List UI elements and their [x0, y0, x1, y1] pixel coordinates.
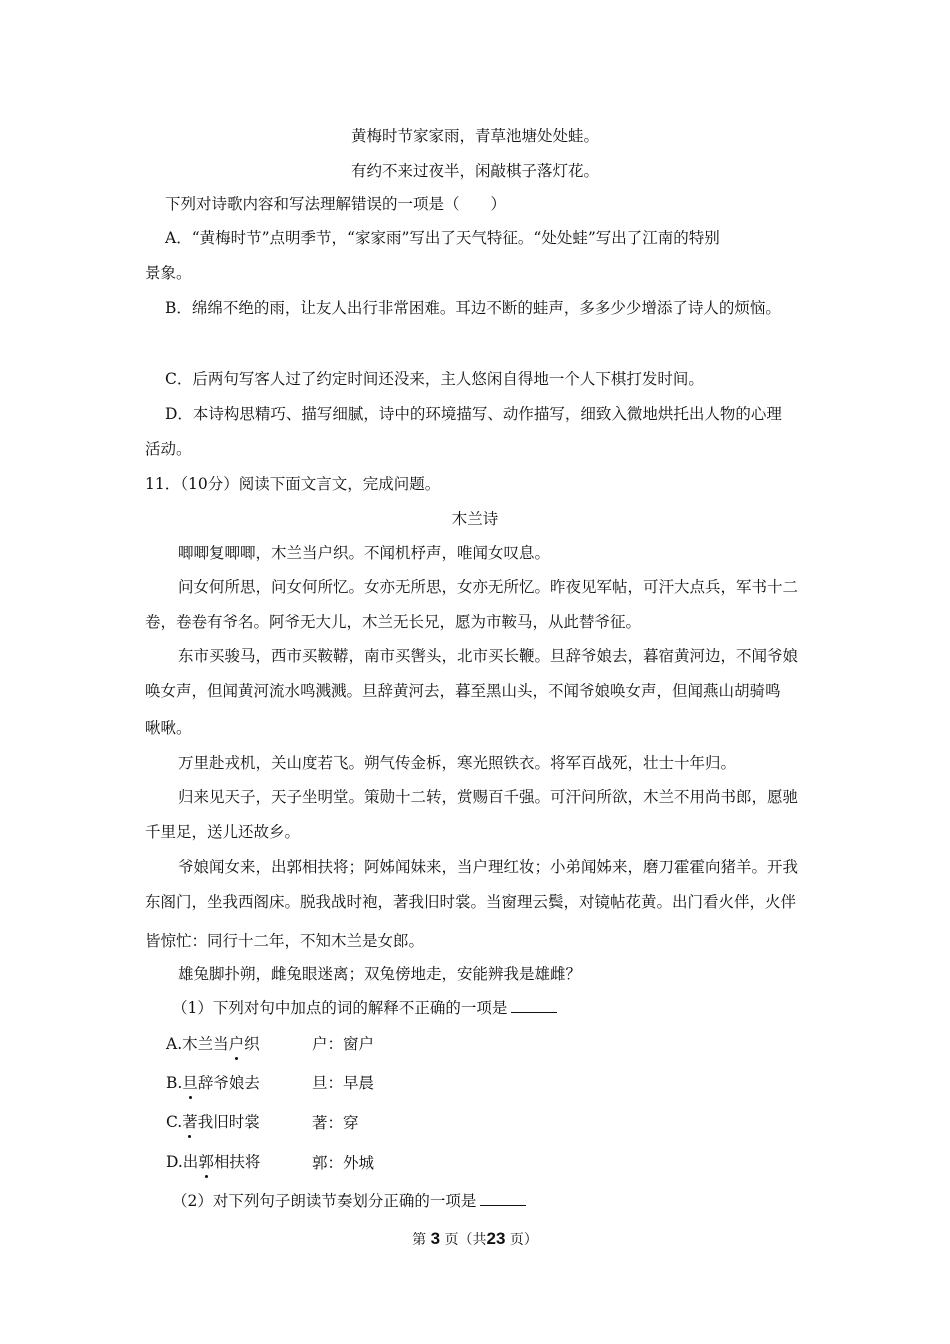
passage-para-2-cont: 卷，卷卷有爷名。阿爷无大儿，木兰无长兄，愿为市鞍马，从此替爷征。 — [145, 613, 642, 631]
current-page-number: 3 — [430, 1229, 441, 1248]
sub-question-2-text: （2）对下列句子朗读节奏划分正确的一项是 — [172, 1192, 477, 1210]
passage-para-6-cont: 东阁门，坐我西阁床。脱我战时袍，著我旧时裳。当窗理云鬓，对镜帖花黄。出门看火伴，火伴 — [145, 893, 797, 911]
q11-stem: 11．（10分）阅读下面文言文，完成问题。 — [145, 475, 441, 493]
q10-stem: 下列对诗歌内容和写法理解错误的一项是（ ） — [165, 195, 507, 213]
passage-para-3: 东市买骏马，西市买鞍鞯，南市买辔头，北市买长鞭。旦辞爷娘去，暮宿黄河边，不闻爷娘 — [178, 647, 799, 665]
passage-para-3-cont: 唤女声，但闻黄河流水鸣溅溅。旦辞黄河去，暮至黑山头，不闻爷娘唤女声，但闻燕山胡骑鸣 — [145, 682, 781, 700]
option-c-explanation: 著：穿 — [312, 1114, 359, 1132]
option-a-dotted-word: 户 — [228, 1035, 245, 1053]
q10-option-b: B．绵绵不绝的雨，让友人出行非常困难。耳边不断的蛙声，多多少少增添了诗人的烦恼。 — [165, 299, 781, 317]
poem-line-3: 黄梅时节家家雨，青草池塘处处蛙。 — [350, 127, 599, 145]
q10-option-d: D．本诗构思精巧、描写细腻，诗中的环境描写、动作描写，细致入微地烘托出人物的心理 — [165, 405, 782, 423]
passage-para-7: 雄兔脚扑朔，雌兔眼迷离；双兔傍地走，安能辨我是雄雌？ — [178, 965, 582, 983]
passage-para-6-end: 皆惊忙：同行十二年，不知木兰是女郎。 — [145, 932, 425, 950]
sub-question-2 — [172, 1191, 526, 1211]
option-d-dotted-word: 郭 — [198, 1153, 214, 1171]
page-footer — [0, 1229, 950, 1249]
option-d-text-pre: D.出 — [166, 1153, 199, 1171]
option-d-explanation: 郭：外城 — [312, 1154, 375, 1172]
footer-pre: 第 — [412, 1232, 427, 1248]
option-a-explanation: 户：窗户 — [312, 1035, 375, 1053]
option-b-dotted-word: 旦 — [182, 1074, 198, 1092]
passage-title: 木兰诗 — [451, 510, 499, 528]
total-page-count: 23 — [486, 1229, 506, 1248]
option-d — [166, 1152, 260, 1172]
option-b-explanation: 旦：早晨 — [312, 1074, 375, 1092]
footer-post: 页） — [509, 1232, 538, 1248]
option-b-text-pre: B. — [166, 1074, 183, 1092]
option-a — [166, 1034, 260, 1054]
option-c-text-post: 我旧时裳 — [197, 1113, 260, 1131]
footer-mid: 页（共 — [444, 1232, 487, 1248]
q10-option-a: A．“黄梅时节”点明季节，“家家雨”写出了天气特征。“处处蛙”写出了江南的特别 — [165, 229, 720, 247]
passage-para-2: 问女何所思，问女何所忆。女亦无所思，女亦无所忆。昨夜见军帖，可汗大点兵，军书十二 — [178, 578, 799, 596]
option-b — [166, 1073, 260, 1093]
option-c — [166, 1112, 260, 1132]
q10-option-c: C．后两句写客人过了约定时间还没来，主人悠闲自得地一个人下棋打发时间。 — [165, 370, 704, 388]
option-b-text-post: 辞爷娘去 — [197, 1074, 260, 1092]
q10-option-a-cont: 景象。 — [145, 264, 192, 282]
q10-option-d-cont: 活动。 — [145, 440, 192, 458]
answer-blank-2[interactable] — [480, 1191, 526, 1206]
poem-line-4: 有约不来过夜半，闲敲棋子落灯花。 — [350, 162, 599, 180]
option-d-text-post: 相扶将 — [213, 1153, 261, 1171]
option-c-text-pre: C. — [166, 1113, 183, 1131]
passage-para-5-cont: 千里足，送儿还故乡。 — [145, 823, 301, 841]
passage-para-5: 归来见天子，天子坐明堂。策勋十二转，赏赐百千强。可汗问所欲，木兰不用尚书郎，愿驰 — [178, 788, 799, 806]
passage-para-1: 唧唧复唧唧，木兰当户织。不闻机杼声，唯闻女叹息。 — [178, 544, 551, 562]
passage-para-6: 爷娘闻女来，出郭相扶将；阿姊闻妹来，当户理红妆；小弟闻姊来，磨刀霍霍向猪羊。开我 — [178, 858, 799, 876]
option-c-dotted-word: 著 — [182, 1113, 198, 1131]
sub-question-1 — [172, 998, 557, 1018]
option-a-text-post: 织 — [244, 1035, 260, 1053]
sub-question-1-text: （1）下列对句中加点的词的解释不正确的一项是 — [172, 999, 508, 1017]
passage-para-4: 万里赴戎机，关山度若飞。朔气传金柝，寒光照铁衣。将军百战死，壮士十年归。 — [178, 754, 737, 772]
option-a-text-pre: A.木兰当 — [166, 1035, 229, 1053]
answer-blank-1[interactable] — [511, 998, 557, 1013]
passage-para-3-end: 啾啾。 — [145, 719, 192, 737]
